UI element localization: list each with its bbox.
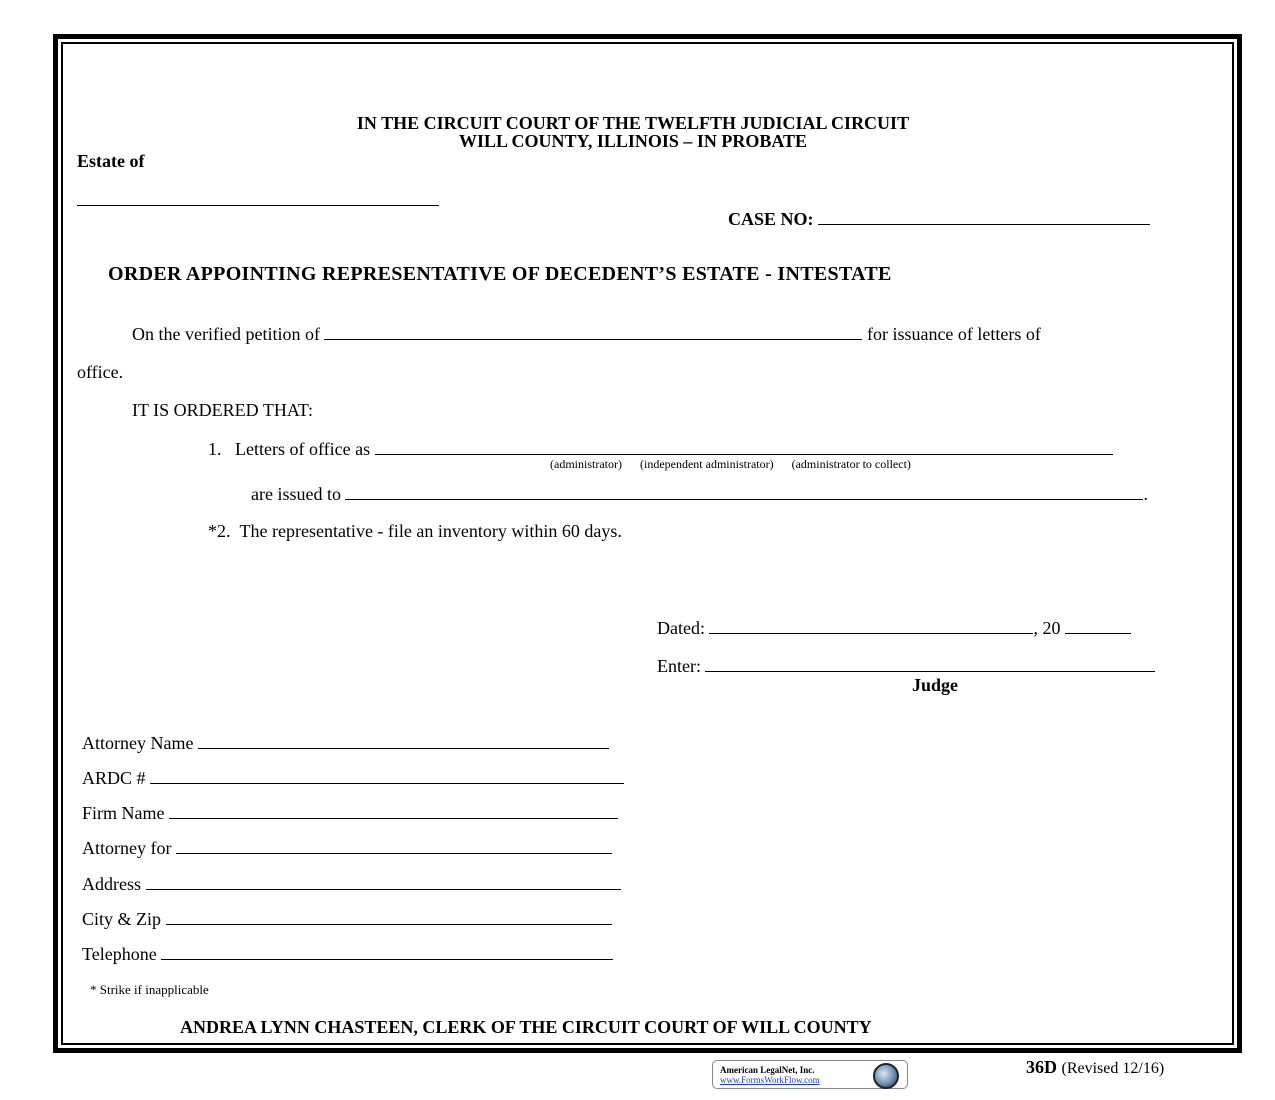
estate-name-field[interactable]	[77, 189, 439, 206]
enter-label: Enter:	[657, 656, 701, 676]
estate-label: Estate of	[77, 151, 145, 171]
year-field[interactable]	[1065, 617, 1131, 634]
city-zip-label: City & Zip	[82, 909, 162, 929]
petition-prefix: On the verified petition of	[132, 324, 320, 344]
court-header-line1: IN THE CIRCUIT COURT OF THE TWELFTH JUDICIAL CIRCUIT	[356, 113, 910, 133]
attorney-for-label: Attorney for	[82, 838, 172, 858]
option-administrator: (administrator)	[550, 457, 622, 471]
attorney-for-field[interactable]	[176, 837, 612, 854]
court-header-line2: WILL COUNTY, ILLINOIS – IN PROBATE	[458, 131, 808, 151]
judge-signature-field[interactable]	[705, 655, 1155, 672]
telephone-field[interactable]	[161, 943, 613, 960]
petitioner-field[interactable]	[324, 323, 862, 340]
form-id: 36D	[1026, 1057, 1057, 1077]
dated-field[interactable]	[709, 617, 1033, 634]
logo-name: American LegalNet, Inc.	[720, 1065, 815, 1075]
letters-type-field[interactable]	[375, 438, 1113, 455]
revised-date: (Revised 12/16)	[1061, 1060, 1165, 1077]
page-border	[53, 34, 1242, 1053]
dated-label: Dated:	[657, 618, 705, 638]
attorney-name-field[interactable]	[198, 732, 609, 749]
ardc-field[interactable]	[150, 767, 624, 784]
case-no-label: CASE NO:	[728, 209, 814, 229]
item1-label: Letters of office as	[235, 439, 371, 459]
item2-text: The representative - file an inventory within 60 days.	[239, 521, 622, 541]
judge-label: Judge	[912, 675, 959, 695]
firm-name-label: Firm Name	[82, 803, 165, 823]
city-zip-field[interactable]	[166, 908, 612, 925]
item2-number: *2.	[208, 521, 231, 541]
item1-number: 1.	[208, 439, 222, 459]
issued-to-field[interactable]	[345, 483, 1143, 500]
american-legalnet-logo[interactable]	[712, 1060, 908, 1089]
petition-cont: office.	[77, 362, 124, 382]
case-no-field[interactable]	[818, 208, 1150, 225]
globe-icon	[873, 1063, 899, 1089]
logo-url-link[interactable]: www.FormsWorkFlow.com	[720, 1075, 820, 1085]
address-label: Address	[82, 874, 141, 894]
ordered-heading: IT IS ORDERED THAT:	[132, 400, 313, 420]
attorney-name-label: Attorney Name	[82, 733, 194, 753]
clerk-line: ANDREA LYNN CHASTEEN, CLERK OF THE CIRCUIT COURT OF WILL COUNTY	[180, 1017, 872, 1037]
period: .	[1143, 484, 1148, 504]
issued-to-label: are issued to	[251, 484, 341, 504]
firm-name-field[interactable]	[169, 802, 618, 819]
document-title: ORDER APPOINTING REPRESENTATIVE OF DECEDENT’S ESTATE - INTESTATE	[108, 263, 892, 285]
ardc-label: ARDC #	[82, 768, 146, 788]
option-administrator-to-collect: (administrator to collect)	[791, 457, 911, 471]
option-independent-administrator: (independent administrator)	[639, 457, 774, 471]
footnote: * Strike if inapplicable	[90, 982, 209, 997]
petition-suffix: for issuance of letters of	[866, 324, 1041, 344]
dated-year-prefix: , 20	[1033, 618, 1061, 638]
telephone-label: Telephone	[82, 944, 157, 964]
address-field[interactable]	[146, 873, 621, 890]
